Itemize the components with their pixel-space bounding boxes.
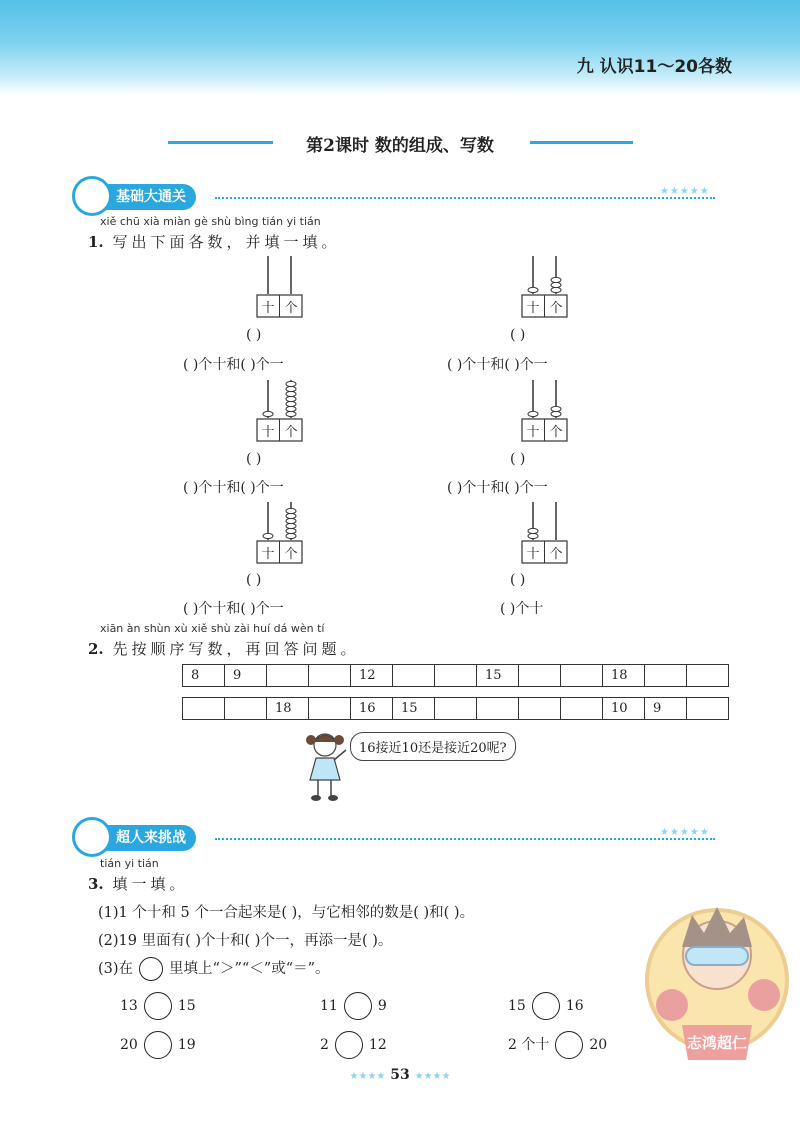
answer-paren[interactable]: ( ) bbox=[246, 327, 262, 343]
sequence-cell[interactable] bbox=[645, 665, 687, 687]
abacus bbox=[493, 254, 593, 354]
composition-fill[interactable]: ( )个十 bbox=[500, 601, 544, 617]
bead bbox=[286, 386, 296, 391]
sequence-cell[interactable] bbox=[687, 665, 729, 687]
tens-label: 十 bbox=[261, 547, 275, 562]
q3-sub1[interactable]: (1)1 个十和 5 个一合起来是( )，与它相邻的数是( )和( )。 bbox=[98, 905, 475, 921]
composition-fill[interactable]: ( )个十和( )个一 bbox=[183, 480, 284, 496]
sequence-cell[interactable] bbox=[225, 698, 267, 720]
ones-label: 个 bbox=[549, 425, 563, 440]
ones-label: 个 bbox=[284, 547, 298, 562]
compare-circle[interactable] bbox=[344, 992, 372, 1020]
bead bbox=[286, 391, 296, 396]
bead bbox=[528, 533, 538, 538]
sequence-cell[interactable] bbox=[561, 698, 603, 720]
compare-item[interactable]: 11 9 bbox=[320, 992, 387, 1020]
compare-circle[interactable] bbox=[532, 992, 560, 1020]
section-stars: ★★★★★ bbox=[660, 186, 710, 197]
tens-label: 十 bbox=[261, 425, 275, 440]
ones-label: 个 bbox=[549, 301, 563, 316]
globe-icon bbox=[72, 176, 112, 216]
q3-sub2[interactable]: (2)19 里面有( )个十和( )个一，再添一是( )。 bbox=[98, 933, 393, 949]
sequence-cell: 8 bbox=[183, 665, 225, 687]
bead bbox=[551, 277, 561, 282]
q3-sub3: (3)在 里填上“＞”“＜”或“＝”。 bbox=[98, 957, 330, 981]
sequence-cell: 9 bbox=[645, 698, 687, 720]
composition-fill[interactable]: ( )个十和( )个一 bbox=[183, 357, 284, 373]
composition-fill[interactable]: ( )个十和( )个一 bbox=[447, 357, 548, 373]
composition-fill[interactable]: ( )个十和( )个一 bbox=[447, 480, 548, 496]
lesson-title: 第2课时 数的组成、写数 bbox=[306, 136, 494, 156]
sequence-cell[interactable] bbox=[183, 698, 225, 720]
ufo-icon bbox=[72, 817, 112, 857]
ones-label: 个 bbox=[549, 547, 563, 562]
bead bbox=[286, 406, 296, 411]
sequence-cell: 15 bbox=[393, 698, 435, 720]
compare-item[interactable]: 2 个十 20 bbox=[508, 1031, 607, 1059]
mascot-text: 志鸿超仁 bbox=[686, 1034, 748, 1052]
bead bbox=[286, 411, 296, 416]
section-divider bbox=[215, 838, 715, 840]
sequence-cell: 10 bbox=[603, 698, 645, 720]
sequence-cell[interactable] bbox=[267, 665, 309, 687]
compare-circle[interactable] bbox=[144, 1031, 172, 1059]
q3-pinyin: tián yi tián bbox=[100, 857, 159, 870]
ones-label: 个 bbox=[284, 425, 298, 440]
bead bbox=[551, 287, 561, 292]
sequence-cell: 15 bbox=[477, 665, 519, 687]
answer-paren[interactable]: ( ) bbox=[510, 451, 526, 467]
speech-bubble: 16接近10还是接近20呢? bbox=[350, 732, 516, 761]
sequence-cell: 9 bbox=[225, 665, 267, 687]
abacus bbox=[228, 254, 328, 354]
sequence-cell[interactable] bbox=[309, 698, 351, 720]
answer-paren[interactable]: ( ) bbox=[510, 327, 526, 343]
abacus bbox=[493, 500, 593, 600]
bead bbox=[551, 411, 561, 416]
page-number: 53 bbox=[390, 1067, 410, 1083]
section-badge-challenge: 超人来挑战 bbox=[78, 825, 196, 851]
section-divider bbox=[215, 197, 715, 199]
tens-label: 十 bbox=[261, 301, 275, 316]
bead bbox=[528, 287, 538, 292]
sequence-table-1 bbox=[182, 664, 729, 687]
compare-circle[interactable] bbox=[335, 1031, 363, 1059]
sequence-cell[interactable] bbox=[561, 665, 603, 687]
sequence-cell: 18 bbox=[267, 698, 309, 720]
q3-text: 3. 填一填。 bbox=[88, 875, 189, 893]
compare-item[interactable]: 20 19 bbox=[120, 1031, 196, 1059]
tens-label: 十 bbox=[526, 425, 540, 440]
abacus bbox=[228, 500, 328, 600]
bead bbox=[286, 508, 296, 513]
header-band bbox=[0, 0, 800, 95]
compare-circle[interactable] bbox=[555, 1031, 583, 1059]
q1-text: 1. 写出下面各数，并填一填。 bbox=[88, 233, 341, 251]
footer bbox=[0, 1067, 800, 1083]
answer-paren[interactable]: ( ) bbox=[246, 451, 262, 467]
tens-label: 十 bbox=[526, 301, 540, 316]
abacus bbox=[228, 378, 328, 478]
abacus bbox=[493, 378, 593, 478]
girl-illustration bbox=[302, 728, 352, 804]
section-badge-basic: 基础大通关 bbox=[78, 184, 196, 210]
answer-paren[interactable]: ( ) bbox=[246, 572, 262, 588]
mascot-illustration bbox=[642, 885, 792, 1070]
compare-item[interactable]: 2 12 bbox=[320, 1031, 387, 1059]
sequence-cell[interactable] bbox=[687, 698, 729, 720]
chapter-title: 九 认识11～20各数 bbox=[576, 57, 732, 77]
sequence-cell[interactable] bbox=[435, 665, 477, 687]
bead bbox=[286, 523, 296, 528]
bead bbox=[551, 282, 561, 287]
composition-fill[interactable]: ( )个十和( )个一 bbox=[183, 601, 284, 617]
sequence-cell[interactable] bbox=[435, 698, 477, 720]
footer-stars-left: ★★★★ bbox=[349, 1071, 386, 1082]
bead bbox=[286, 528, 296, 533]
tens-label: 十 bbox=[526, 547, 540, 562]
bead bbox=[286, 401, 296, 406]
ones-label: 个 bbox=[284, 301, 298, 316]
sequence-cell[interactable] bbox=[519, 698, 561, 720]
compare-circle-sample bbox=[139, 957, 163, 981]
compare-circle[interactable] bbox=[144, 992, 172, 1020]
compare-item[interactable]: 13 15 bbox=[120, 992, 196, 1020]
sequence-cell[interactable] bbox=[477, 698, 519, 720]
bead bbox=[286, 533, 296, 538]
sequence-table-2 bbox=[182, 697, 729, 720]
q1-pinyin: xiě chū xià miàn gè shù bìng tián yi tián bbox=[100, 215, 321, 228]
bead bbox=[263, 533, 273, 538]
bead bbox=[528, 411, 538, 416]
q2-text: 2. 先按顺序写数，再回答问题。 bbox=[88, 640, 360, 658]
section-stars: ★★★★★ bbox=[660, 827, 710, 838]
bead bbox=[286, 396, 296, 401]
sequence-cell: 16 bbox=[351, 698, 393, 720]
bead bbox=[551, 406, 561, 411]
sequence-cell[interactable] bbox=[519, 665, 561, 687]
compare-item[interactable]: 15 16 bbox=[508, 992, 584, 1020]
q2-pinyin: xiān àn shùn xù xiě shù zài huí dá wèn tí bbox=[100, 622, 325, 635]
bead bbox=[263, 411, 273, 416]
bead bbox=[286, 518, 296, 523]
answer-paren[interactable]: ( ) bbox=[510, 572, 526, 588]
sequence-cell: 18 bbox=[603, 665, 645, 687]
bead bbox=[286, 513, 296, 518]
sequence-cell[interactable] bbox=[309, 665, 351, 687]
bead bbox=[528, 528, 538, 533]
bead bbox=[286, 381, 296, 386]
sequence-cell[interactable] bbox=[393, 665, 435, 687]
footer-stars-right: ★★★★ bbox=[414, 1071, 451, 1082]
sequence-cell: 12 bbox=[351, 665, 393, 687]
